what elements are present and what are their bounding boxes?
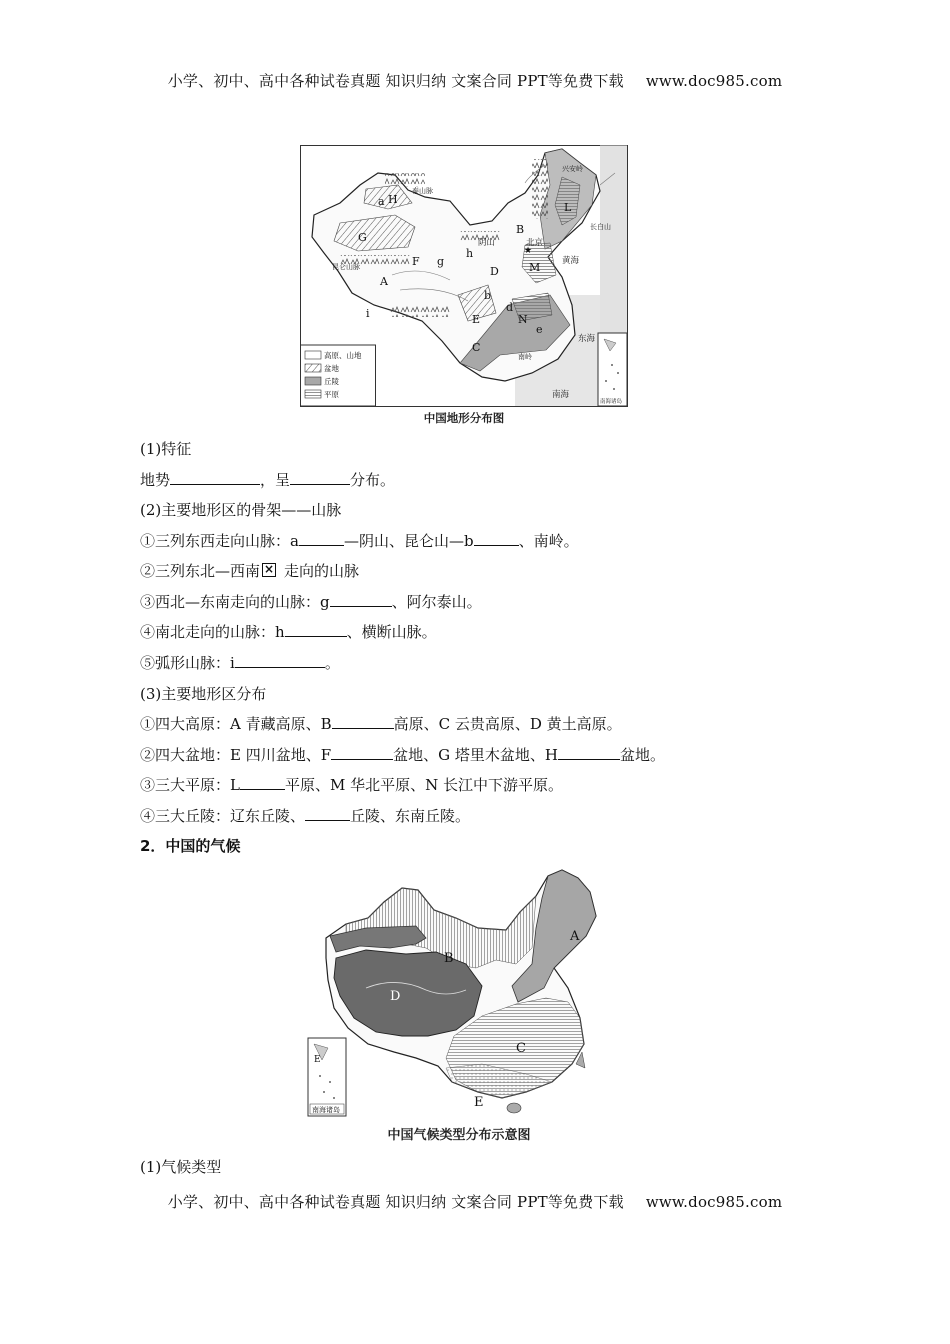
map2-caption: 中国气候类型分布示意图 xyxy=(387,1128,531,1143)
footer-text: 小学、初中、高中各种试卷真题 知识归纳 文案合同 PPT等免费下载 xyxy=(167,1193,624,1211)
mountain-range xyxy=(532,159,548,219)
s3-item-3: ③三大平原：L 平原、M 华北平原、N 长江中下游平原。 xyxy=(140,776,563,794)
map1-letter: i xyxy=(366,307,370,320)
map1-place: 北京 xyxy=(526,238,544,248)
map2-letter: C xyxy=(516,1041,526,1056)
map1-place: 南岭 xyxy=(518,353,532,361)
page-footer xyxy=(0,1191,950,1212)
answer-blank[interactable] xyxy=(290,470,350,485)
map1-letter: C xyxy=(472,341,481,354)
answer-blank[interactable] xyxy=(235,653,325,668)
map1-letter: M xyxy=(529,261,541,274)
answer-blank[interactable] xyxy=(331,745,393,760)
inset-label: 南海诸岛 xyxy=(312,1106,340,1114)
map1-legend xyxy=(301,345,376,406)
map1-letter: a xyxy=(378,195,385,208)
s3-title: (3)主要地形区分布 xyxy=(140,685,267,703)
mountain-range xyxy=(390,305,450,317)
map1-inset xyxy=(598,333,627,406)
map1-place: 兴安岭 xyxy=(562,165,583,173)
footer-url[interactable]: www.doc985.com xyxy=(645,1193,783,1211)
map2-letter: D xyxy=(390,989,401,1004)
boxed-x-icon: × xyxy=(263,562,275,576)
header-url[interactable]: www.doc985.com xyxy=(645,72,783,90)
map1-letter: b xyxy=(484,289,492,302)
map1-letter: A xyxy=(380,275,388,288)
map1-place: 东海 xyxy=(578,334,596,344)
answer-blank[interactable] xyxy=(474,531,519,546)
map1-letter: L xyxy=(564,201,572,214)
map1-letter: e xyxy=(536,323,543,336)
climate-title: (1)气候类型 xyxy=(140,1158,222,1176)
answer-blank[interactable] xyxy=(299,531,344,546)
s3-item-2: ②四大盆地：E 四川盆地、F 盆地、G 塔里木盆地、H 盆地。 xyxy=(140,746,665,764)
inset-label: 南海诸岛 xyxy=(600,399,623,405)
map1-place: 泰山脉 xyxy=(412,187,433,195)
map2-letter: B xyxy=(444,951,454,966)
answer-blank[interactable] xyxy=(305,806,350,821)
map1-place: 黄海 xyxy=(562,256,580,266)
s2-item-2: ②三列东北—西南 × 走向的山脉 xyxy=(140,562,360,580)
mountain-range xyxy=(385,173,425,187)
s2-title: (2)主要地形区的骨架——山脉 xyxy=(140,501,342,519)
map2-inset xyxy=(308,1038,346,1116)
map1-caption: 中国地形分布图 xyxy=(423,411,505,425)
map1-letter: h xyxy=(466,247,474,260)
map2-letter: A xyxy=(570,929,580,944)
s3-item-1: ①四大高原：A 青藏高原、B 高原、C 云贵高原、D 黄土高原。 xyxy=(140,715,622,733)
legend-label: 平原 xyxy=(324,390,339,399)
s2-item-4: ④南北走向的山脉：h 、横断山脉。 xyxy=(140,623,437,641)
hainan-island xyxy=(507,1103,521,1113)
answer-blank[interactable] xyxy=(285,622,347,637)
s2-item-1: ①三列东西走向山脉：a —阴山、昆仑山—b 、南岭。 xyxy=(140,532,579,550)
answer-blank[interactable] xyxy=(332,714,394,729)
answer-blank[interactable] xyxy=(170,470,260,485)
legend-label: 盆地 xyxy=(324,364,339,373)
map1-letter: H xyxy=(388,193,398,206)
map1-place: 南海 xyxy=(552,390,570,400)
map1-letter: D xyxy=(490,265,499,278)
answer-blank[interactable] xyxy=(558,745,620,760)
legend-label: 高原、山地 xyxy=(324,351,362,360)
answer-blank[interactable] xyxy=(330,592,392,607)
s3-item-4: ④三大丘陵：辽东丘陵、 丘陵、东南丘陵。 xyxy=(140,807,471,825)
map1-place: 昆仑山脉 xyxy=(332,263,360,271)
answer-blank[interactable] xyxy=(240,775,285,790)
map1-letter: E xyxy=(472,313,481,326)
map1-letter: B xyxy=(516,223,525,236)
map1-letter: g xyxy=(437,255,445,268)
page-header xyxy=(0,70,950,91)
s2-item-5: ⑤弧形山脉：i 。 xyxy=(140,654,340,672)
inset-letter: E xyxy=(314,1055,321,1065)
section-2-title: 2．中国的气候 xyxy=(140,837,241,855)
terrain-map xyxy=(300,145,628,407)
map1-letter: G xyxy=(358,231,367,244)
map1-letter: F xyxy=(412,255,420,268)
map1-letter: d xyxy=(506,301,514,314)
map1-place: 长白山 xyxy=(590,223,611,231)
header-text: 小学、初中、高中各种试卷真题 知识归纳 文案合同 PPT等免费下载 xyxy=(167,72,624,90)
s1-title: (1)特征 xyxy=(140,440,192,458)
legend-label: 丘陵 xyxy=(324,377,339,386)
s2-item-3: ③西北—东南走向的山脉：g 、阿尔泰山。 xyxy=(140,593,482,611)
map2-letter: E xyxy=(474,1095,484,1110)
star-icon: ★ xyxy=(524,246,533,256)
s1-line: 地势 ，呈 分布。 xyxy=(140,471,396,489)
climate-map xyxy=(306,868,612,1120)
map1-letter: N xyxy=(518,313,528,326)
map1-place: 阴山 xyxy=(478,238,496,248)
